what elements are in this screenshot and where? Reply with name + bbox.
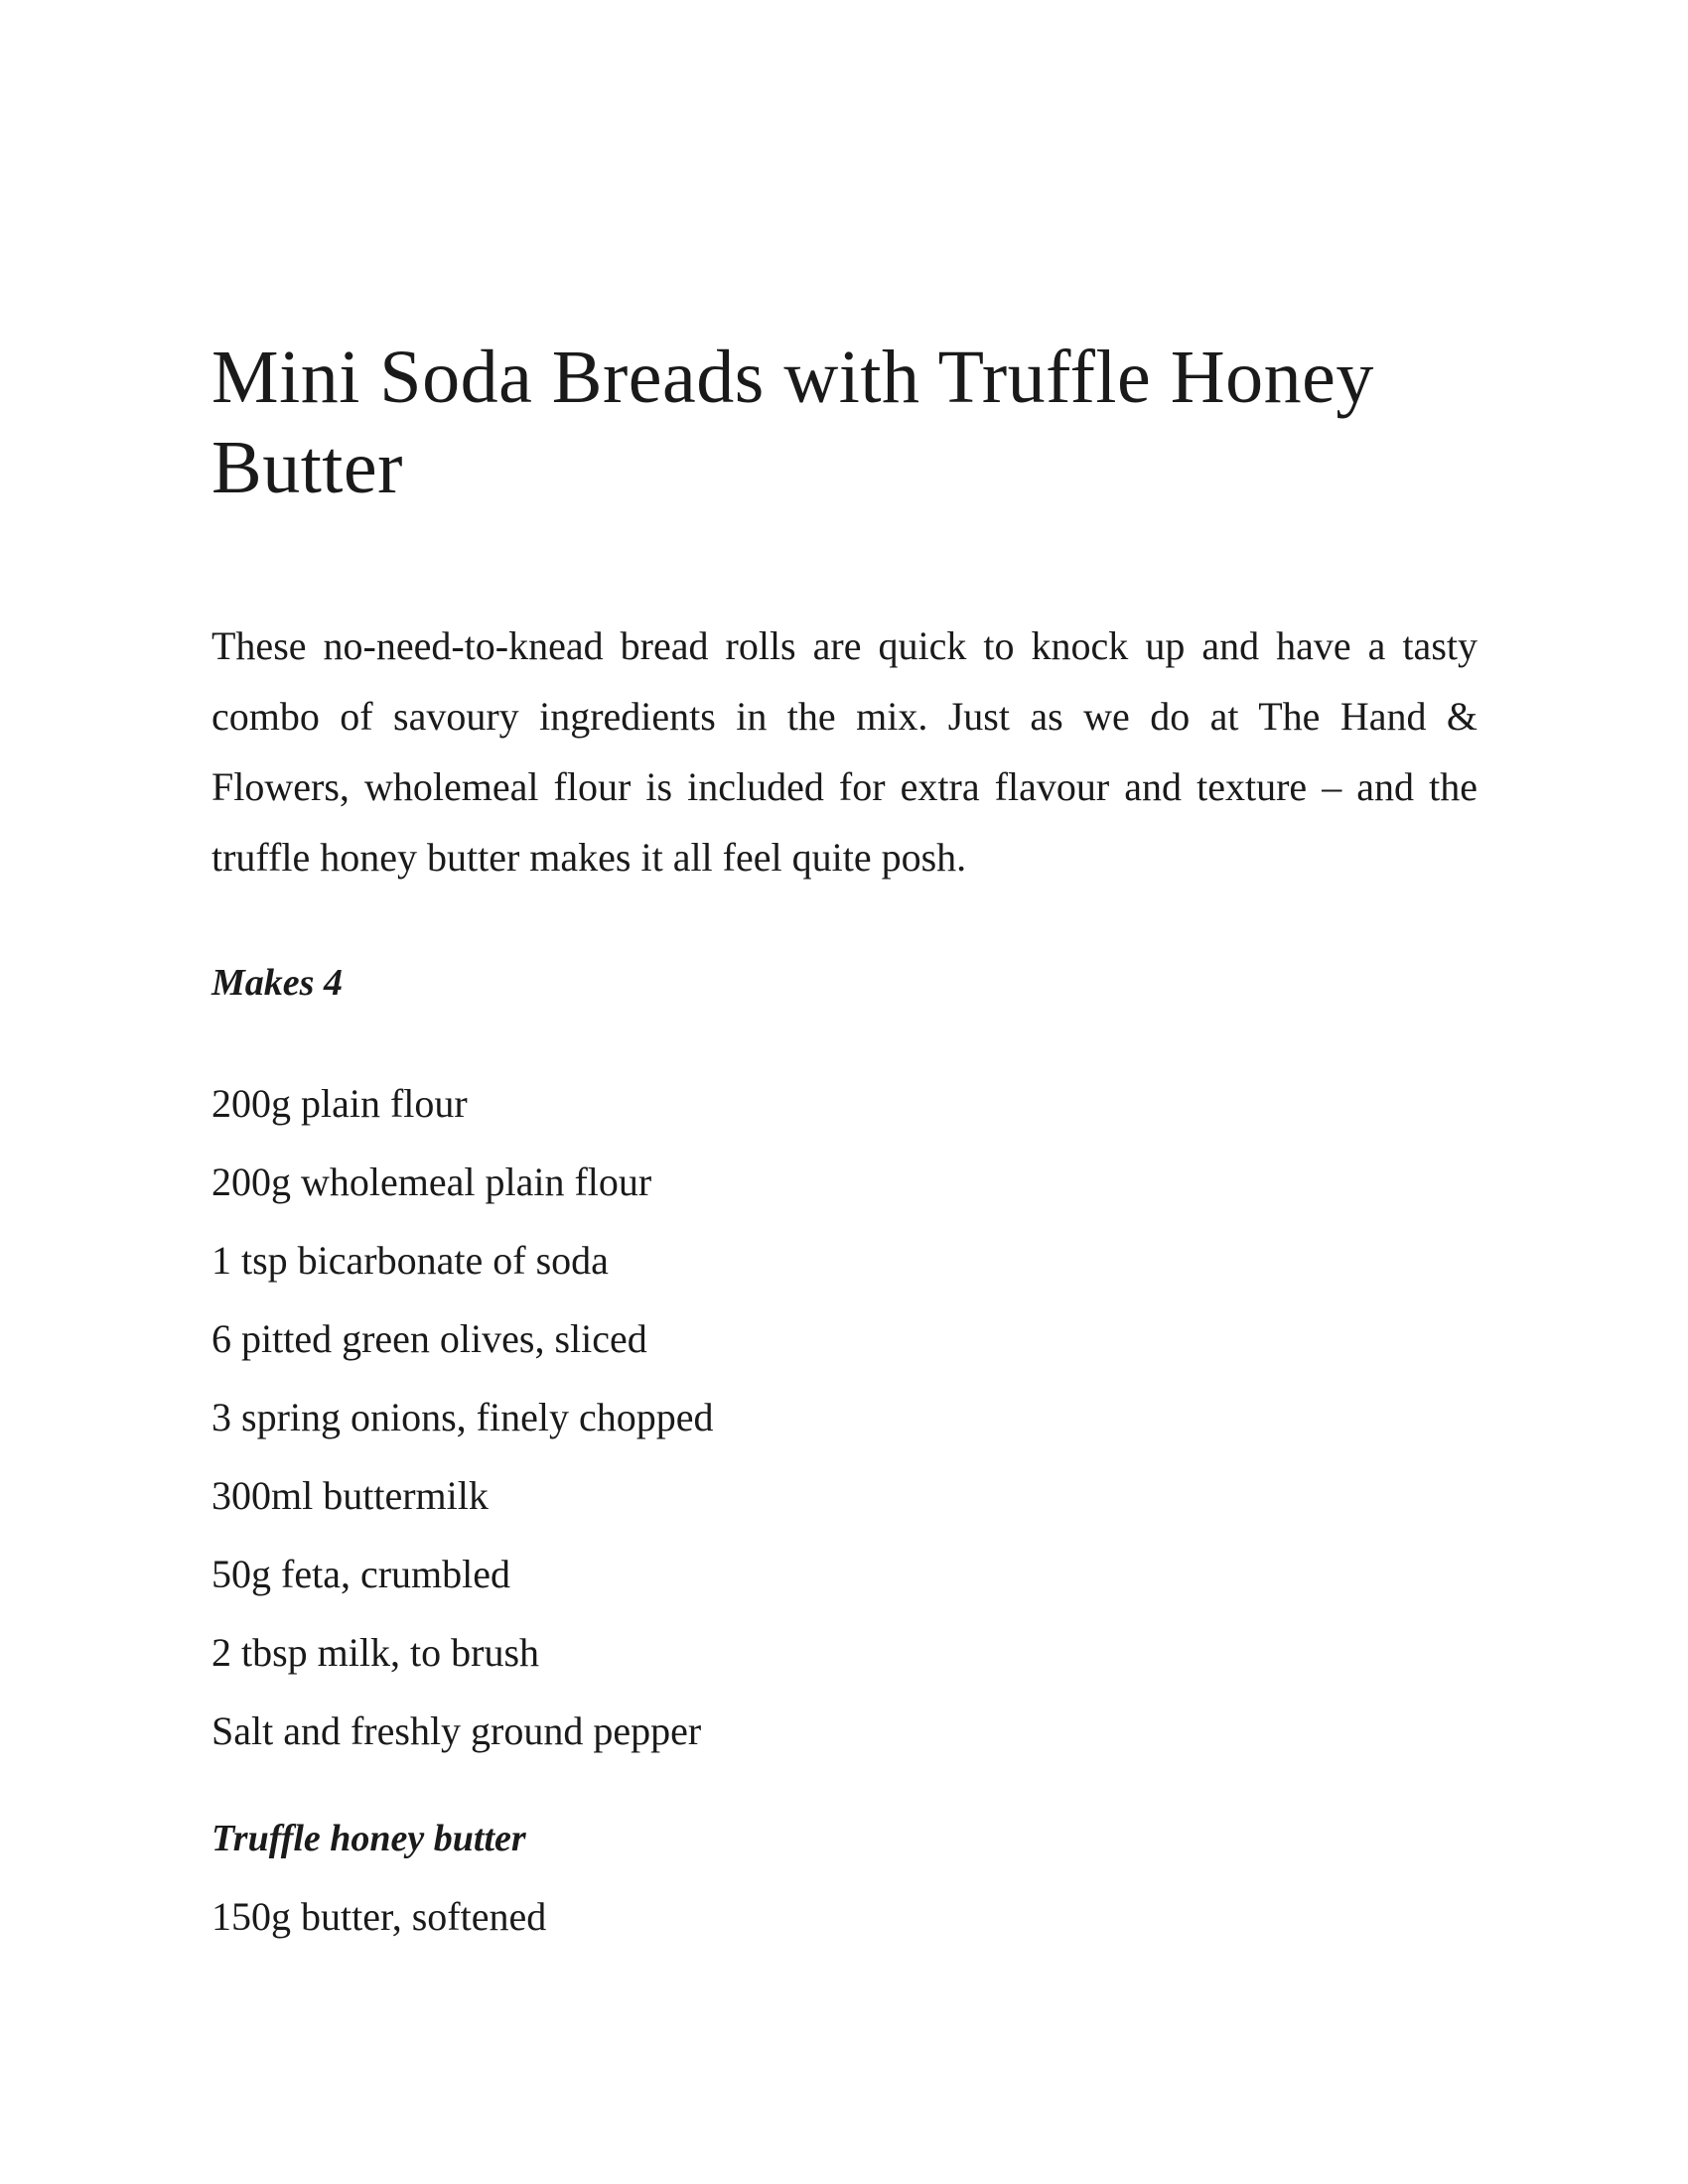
recipe-intro: These no-need-to-knead bread rolls are quick to knock up and have a tasty combo of savoury ingredients in the mix. Just as we do at The Hand & Flowers, wholemeal flour is included for extra flavour and texture – and the truffle honey butter makes it all feel quite posh. xyxy=(211,623,1477,880)
ingredient-item: Salt and freshly ground pepper xyxy=(211,1708,702,1753)
ingredient-item: 150g butter, softened xyxy=(211,1894,547,1939)
recipe-yield: Makes 4 xyxy=(211,962,343,1004)
ingredient-item: 2 tbsp milk, to brush xyxy=(211,1630,540,1675)
ingredient-item: 50g feta, crumbled xyxy=(211,1552,510,1596)
ingredient-item: 3 spring onions, finely chopped xyxy=(211,1395,714,1439)
ingredient-item: 200g wholemeal plain flour xyxy=(211,1160,652,1204)
recipe-title: Mini Soda Breads with Truffle Honey Butter xyxy=(211,336,1374,509)
ingredient-list xyxy=(211,1064,1477,1770)
ingredient-item: 200g plain flour xyxy=(211,1081,468,1126)
ingredient-item: 6 pitted green olives, sliced xyxy=(211,1316,647,1361)
recipe-page xyxy=(211,333,1477,1956)
ingredient-item: 1 tsp bicarbonate of soda xyxy=(211,1238,609,1283)
butter-ingredient-list xyxy=(211,1877,1477,1956)
ingredient-item: 300ml buttermilk xyxy=(211,1473,489,1518)
butter-subheading: Truffle honey butter xyxy=(211,1818,526,1859)
